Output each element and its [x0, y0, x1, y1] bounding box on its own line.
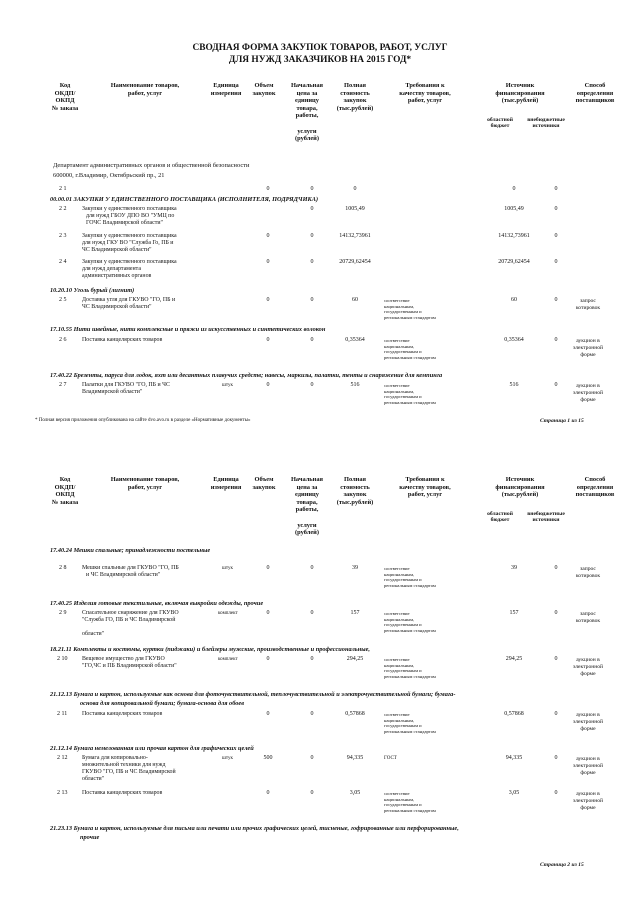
row-total: 14132,73961	[339, 233, 371, 239]
header-source-regional: областной бюджет	[487, 511, 513, 524]
row-offbudget: 0	[554, 711, 558, 717]
row-code: 2 3	[59, 233, 67, 239]
row-requirements: соответствие национальным, государственным и региональным стандартам	[384, 338, 436, 360]
header-requirements: Требования к качеству товаров, работ, услуг	[399, 476, 451, 499]
row-regional: 0,57868	[504, 711, 524, 717]
row-price: 0	[310, 610, 314, 616]
row-offbudget: 0	[554, 610, 558, 616]
row-price: 0	[310, 711, 314, 717]
department-name: Департамент административных органов и общественной безопасности	[53, 162, 250, 169]
row-code: 2 10	[57, 656, 68, 662]
row-name: Поставка канцелярских товаров	[82, 337, 163, 343]
row-price: 0	[310, 297, 314, 303]
row-offbudget: 0	[554, 233, 558, 239]
row-requirements: соответствие национальным, государственным и региональным стандартам	[384, 611, 436, 633]
row-regional: 94,335	[505, 755, 523, 761]
row-method: запрос котировок	[575, 611, 601, 624]
row-regional: 0	[512, 186, 516, 192]
header-unit: Единица измерения	[210, 82, 242, 97]
section-heading: 17.40.25 Изделия готовые текстильные, включая выкройки одежды, прочие	[50, 600, 264, 607]
row-code: 2 8	[59, 565, 67, 571]
row-name: Закупки у единственного поставщика для нужд ГКУ ВО "Служба Го, ПБ и ЧС Владимирской области"	[82, 233, 177, 253]
row-regional: 294,25	[505, 656, 523, 662]
section-heading: 21.12.13 Бумага и картон, используемые как основа для фоточувствительной, теплочувствительной и электрочувствительной бумаги; бумага-	[50, 691, 456, 698]
header-method: Способ определения поставщиков	[575, 82, 615, 105]
row-code: 2 1	[59, 186, 67, 192]
row-name: Спасательное снаряжение для ГКУВО "Служба ГО, ПБ и ЧС Владимирской области"	[82, 610, 179, 637]
row-code: 2 7	[59, 382, 67, 388]
row-code: 2 6	[59, 337, 67, 343]
section-heading-continued: прочие	[80, 834, 100, 841]
row-offbudget: 0	[554, 206, 558, 212]
row-regional: 39	[511, 565, 517, 571]
row-regional: 3,05	[508, 790, 520, 796]
page-number: Страница 2 из 15	[540, 862, 584, 868]
row-price: 0	[310, 790, 314, 796]
row-name: Поставка канцелярских товаров	[82, 711, 163, 717]
section-heading: 17.10.55 Нити швейные, нити комплексные и пряжи из искусственных и синтетических волокон	[50, 326, 326, 333]
row-total: 94,335	[346, 755, 364, 761]
row-name: Мешки спальные для ГКУВО "ГО, ПБ и ЧС Владимирской области"	[82, 565, 179, 578]
row-code: 2 2	[59, 206, 67, 212]
row-code: 2 11	[57, 711, 68, 717]
row-code: 2 13	[57, 790, 68, 796]
row-volume: 0	[266, 790, 270, 796]
row-volume: 0	[266, 259, 270, 265]
section-heading-continued: основа для копировальной бумаги; бумага-основа для обоев	[80, 700, 245, 707]
row-regional: 1005,49	[504, 206, 524, 212]
row-volume: 500	[263, 755, 273, 761]
row-price: 0	[310, 337, 314, 343]
row-unit: комплект	[218, 611, 238, 616]
header-source-offbudget: внебюджетные источники	[527, 511, 565, 524]
row-volume: 0	[266, 382, 270, 388]
row-unit: штук	[222, 383, 233, 388]
row-total: 157	[350, 610, 360, 616]
row-offbudget: 0	[554, 656, 558, 662]
row-offbudget: 0	[554, 790, 558, 796]
header-source: Источник финансирования (тыс.рублей)	[495, 476, 545, 499]
row-total: 39	[352, 565, 358, 571]
row-total: 294,25	[346, 656, 364, 662]
row-price: 0	[310, 382, 314, 388]
row-code: 2 9	[59, 610, 67, 616]
row-price: 0	[310, 259, 314, 265]
row-name: Поставка канцелярских товаров	[82, 790, 163, 796]
header-source: Источник финансирования (тыс.рублей)	[495, 82, 545, 105]
row-total: 516	[350, 382, 360, 388]
row-requirements: соответствие национальным, государственным и региональным стандартам	[384, 566, 436, 588]
row-price: 0	[310, 233, 314, 239]
header-total: Полная стоимость закупок (тыс.рублей)	[336, 82, 374, 112]
row-price: 0	[310, 656, 314, 662]
row-total: 0,57868	[345, 711, 365, 717]
row-volume: 0	[266, 656, 270, 662]
row-method: запрос котировок	[575, 298, 601, 311]
row-regional: 0,35364	[504, 337, 524, 343]
row-name: Доставка угля для ГКУВО "ГО, ПБ и ЧС Владимирской области"	[82, 297, 176, 310]
header-method: Способ определения поставщиков	[575, 476, 615, 499]
row-name: Закупки у единственного поставщика для нужд департамента административных органов	[82, 259, 177, 279]
row-method: аукцион в электронной форме	[572, 338, 604, 358]
row-method: аукцион в электронной форме	[572, 383, 604, 403]
row-unit: штук	[222, 756, 233, 761]
row-name: Бумага для копировально- множительной техники для нужд ГКУВО "ГО, ПБ и ЧС Владимирской области"	[82, 755, 176, 782]
document-title-line1: СВОДНАЯ ФОРМА ЗАКУПОК ТОВАРОВ, РАБОТ, УСЛУГ	[192, 43, 448, 53]
header-unit: Единица измерения	[210, 476, 242, 491]
row-regional: 60	[511, 297, 517, 303]
row-volume: 0	[266, 711, 270, 717]
header-volume: Объем закупок	[252, 476, 276, 491]
row-price: 0	[310, 755, 314, 761]
row-price: 0	[310, 186, 314, 192]
row-name: Палатки для ГКУВО "ГО, ПБ и ЧС Владимирской области"	[82, 382, 170, 395]
row-regional: 516	[509, 382, 519, 388]
row-offbudget: 0	[554, 337, 558, 343]
row-requirements: соответствие национальным, государственным и региональным стандартам	[384, 298, 436, 320]
row-method: аукцион в электронной форме	[572, 791, 604, 811]
row-requirements: соответствие национальным, государственным и региональным стандартам	[384, 657, 436, 679]
row-method: аукцион в электронной форме	[572, 756, 604, 776]
row-volume: 0	[266, 565, 270, 571]
header-code: Код ОКДП/ ОКПД № заказа	[51, 476, 79, 506]
header-price: Начальная цена за единицу товара, работы, услуги (рублей)	[290, 476, 324, 537]
row-offbudget: 0	[554, 565, 558, 571]
row-total: 60	[352, 297, 358, 303]
row-name: Закупки у единственного поставщика для нужд ГБОУ ДПО ВО "УМЦ по ГОЧС Владимирской области"	[82, 206, 177, 226]
header-total: Полная стоимость закупок (тыс.рублей)	[336, 476, 374, 506]
row-offbudget: 0	[554, 186, 558, 192]
section-heading: 18.21.11 Комплекты и костюмы, куртки (пиджаки) и блейзеры мужские, производственные и профессиональные,	[50, 646, 370, 653]
header-requirements: Требования к качеству товаров, работ, услуг	[399, 82, 451, 105]
row-regional: 20729,62454	[498, 259, 530, 265]
row-regional: 157	[509, 610, 519, 616]
header-volume: Объем закупок	[252, 82, 276, 97]
header-name: Наименование товаров, работ, услуг	[110, 476, 180, 491]
section-heading: 17.40.22 Брезенты, паруса для лодок, яхт или десантных плавучих средств; навесы, маркизы, палатки, тенты и снаряжение для кемпинга	[50, 372, 443, 379]
header-name: Наименование товаров, работ, услуг	[110, 82, 180, 97]
row-regional: 14132,73961	[498, 233, 530, 239]
row-volume: 0	[266, 337, 270, 343]
document-title-line2: ДЛЯ НУЖД ЗАКАЗЧИКОВ НА 2015 ГОД*	[228, 55, 412, 65]
row-price: 0	[310, 206, 314, 212]
row-offbudget: 0	[554, 755, 558, 761]
row-offbudget: 0	[554, 259, 558, 265]
header-source-regional: областной бюджет	[487, 117, 513, 130]
section-heading: 00.00.01 ЗАКУПКИ У ЕДИНСТВЕННОГО ПОСТАВЩИКА (ИСПОЛНИТЕЛЯ, ПОДРЯДЧИКА)	[50, 196, 319, 203]
section-heading: 17.40.24 Мешки спальные; принадлежности постельные	[50, 547, 211, 554]
header-code: Код ОКДП/ ОКПД № заказа	[51, 82, 79, 112]
row-total: 0	[353, 186, 357, 192]
row-volume: 0	[266, 233, 270, 239]
row-volume: 0	[266, 297, 270, 303]
row-price: 0	[310, 565, 314, 571]
row-method: запрос котировок	[575, 566, 601, 579]
section-heading: 21.12.14 Бумага немелованная или прочая картон для графических целей	[50, 745, 254, 752]
row-code: 2 12	[57, 755, 68, 761]
row-requirements: ГОСТ	[384, 756, 397, 761]
row-offbudget: 0	[554, 382, 558, 388]
row-requirements: соответствие национальным, государственным и региональным стандартам	[384, 383, 436, 405]
row-name: Вещевое имущество для ГКУВО "ГО,ЧС и ПБ Владимирской области"	[82, 656, 177, 669]
row-total: 1005,49	[345, 206, 365, 212]
row-total: 20729,62454	[339, 259, 371, 265]
row-code: 2 5	[59, 297, 67, 303]
row-method: аукцион в электронной форме	[572, 657, 604, 677]
section-heading: 21.23.13 Бумага и картон, используемые для письма или печати или прочих графических целей, тисненые, гофрированные или перфорированные,	[50, 825, 459, 832]
row-volume: 0	[266, 186, 270, 192]
row-unit: комплект	[218, 657, 238, 662]
header-price: Начальная цена за единицу товара, работы, услуги (рублей)	[290, 82, 324, 143]
row-requirements: соответствие национальным, государственным и региональным стандартам	[384, 791, 436, 813]
header-source-offbudget: внебюджетные источники	[527, 117, 565, 130]
row-total: 0,35364	[345, 337, 365, 343]
row-unit: штук	[222, 566, 233, 571]
row-volume: 0	[266, 610, 270, 616]
row-offbudget: 0	[554, 297, 558, 303]
page-number: Страница 1 из 15	[540, 418, 584, 424]
department-address: 600000, г.Владимир, Октябрьский пр., 21	[53, 172, 165, 179]
row-requirements: соответствие национальным, государственным и региональным стандартам	[384, 712, 436, 734]
footnote: * Полная версия приложения опубликована на сайте dvo.avo.ru в разделе «Нормативные документы»	[35, 418, 251, 423]
row-total: 3,05	[349, 790, 361, 796]
section-heading: 10.20.10 Уголь бурый (лигнит)	[50, 287, 135, 294]
row-method: аукцион в электронной форме	[572, 712, 604, 732]
row-code: 2 4	[59, 259, 67, 265]
